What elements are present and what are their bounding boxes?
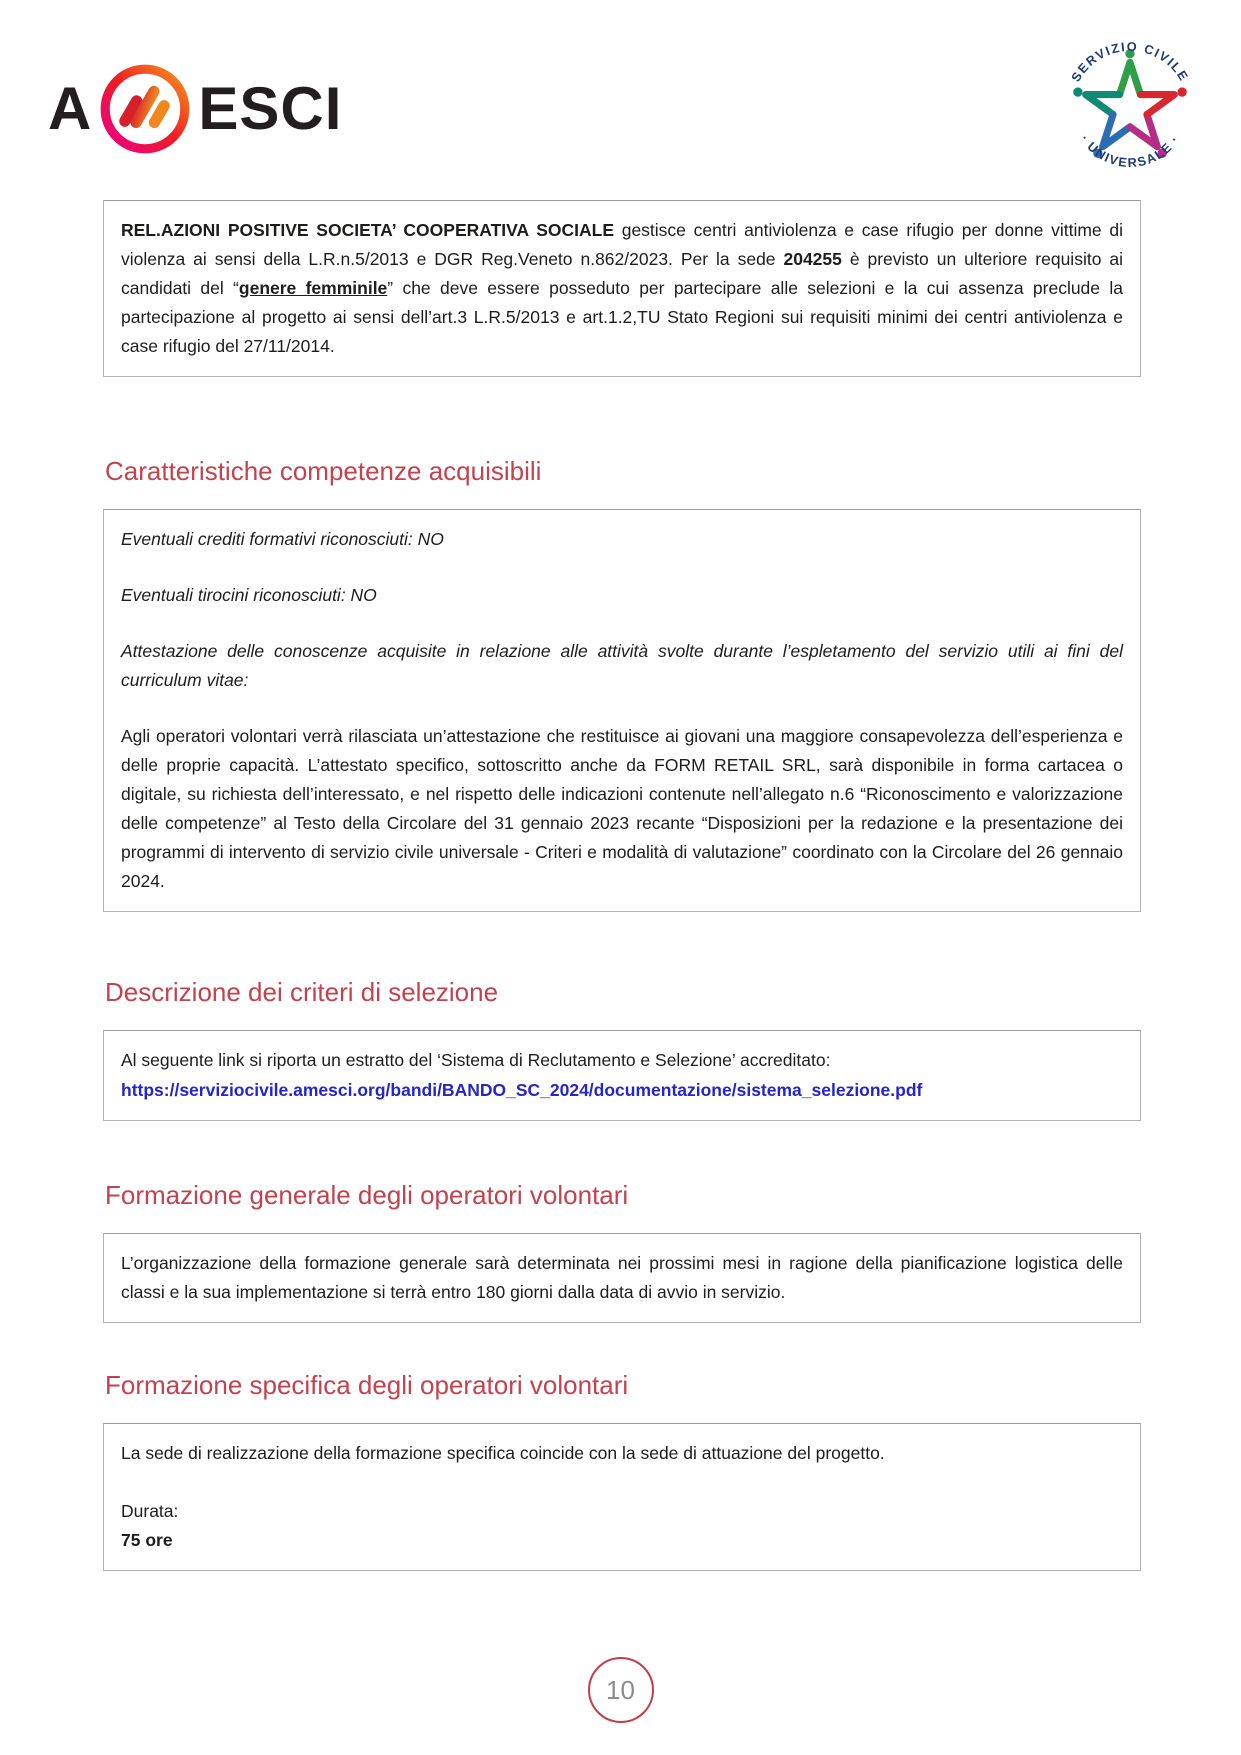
intro-text-1: gestisce centri antiviolenza e case rifugio per donne vittime di violenza ai sensi della L.R.n.5/2013 e DGR Reg.Veneto n.862/2023. Per la sede [121, 220, 1123, 269]
org-name: REL.AZIONI POSITIVE SOCIETA’ COOPERATIVA SOCIALE [121, 220, 615, 240]
section-title-selezione: Descrizione dei criteri di selezione [105, 977, 499, 1007]
amesci-letter-a: A [48, 75, 93, 142]
attestazione-text: Agli operatori volontari verrà rilasciata un’attestazione che restituisce ai giovani una maggiore consapevolezza dell’esperienza e delle proprie capacità. L’attestato specifico, sottoscritto anche da FORM RETAIL SRL, sarà disponibile in forma cartacea o digitale, su richiesta dell’interessato, e nel rispetto delle indicazioni contenute nell’allegato n.6 “Riconoscimento e valorizzazione delle competenze” al Testo della Circolare del 31 gennaio 2023 recante “Disposizioni per la redazione e la presentazione dei programmi di intervento di servizio civile universale - Criteri e modalità di valutazione” coordinato con la Circolare del 26 gennaio 2024. [121, 726, 1123, 891]
formazione-specifica-box [103, 1423, 1141, 1571]
tirocini-line: Eventuali tirocini riconosciuti: NO [121, 585, 377, 605]
scu-logo-text-bottom: · UNIVERSALE · [1077, 132, 1183, 171]
page-number: 10 [606, 1674, 635, 1705]
formazione-specifica-text: La sede di realizzazione della formazione specifica coincide con la sede di attuazione del progetto. [121, 1443, 885, 1463]
intro-text-2: è previsto un ulteriore requisito ai candidati del “ [121, 249, 1123, 298]
durata-value: 75 ore [121, 1530, 173, 1550]
attestazione-label: Attestazione delle conoscenze acquisite in relazione alle attività svolte durante l’espletamento del servizio utili ai fini del curriculum vitae: [121, 641, 1123, 690]
sede-code: 204255 [783, 249, 842, 269]
document-body [0, 200, 1241, 1571]
formazione-generale-text: L’organizzazione della formazione generale sarà determinata nei prossimi mesi in ragione della pianificazione logistica delle classi e la sua implementazione si terrà entro 180 giorni dalla data di avvio in servizio. [121, 1253, 1123, 1302]
blank-line [121, 1468, 1123, 1497]
scu-logo-text-top: SERVIZIO CIVILE [1068, 39, 1192, 85]
competenze-box [103, 509, 1141, 912]
section-title-competenze: Caratteristiche competenze acquisibili [105, 456, 542, 486]
page-number-badge [588, 1657, 654, 1723]
selezione-box [103, 1030, 1141, 1121]
sistema-selezione-link[interactable]: https://serviziocivile.amesci.org/bandi/BANDO_SC_2024/documentazione/sistema_selezione.pdf [121, 1080, 923, 1100]
selezione-intro: Al seguente link si riporta un estratto del ‘Sistema di Reclutamento e Selezione’ accreditato: [121, 1050, 831, 1070]
servizio-civile-universale-logo-icon [1059, 38, 1201, 180]
amesci-letters-esci: ESCI [198, 75, 343, 142]
intro-text-3: ” che deve essere posseduto per partecipare alle selezioni e la cui assenza preclude la partecipazione al progetto ai sensi dell’art.3 L.R.5/2013 e art.1.2,TU Stato Regioni sui requisiti minimi dei centri antiviolenza e case rifugio del 27/11/2014. [121, 278, 1123, 356]
crediti-line: Eventuali crediti formativi riconosciuti: NO [121, 529, 444, 549]
amesci-ring-slashes-icon [96, 60, 194, 158]
durata-label: Durata: [121, 1501, 179, 1521]
section-title-formazione-generale: Formazione generale degli operatori volontari [105, 1180, 629, 1210]
page-header [0, 0, 1241, 178]
requisito-genere-femminile: genere femminile [238, 278, 388, 298]
intro-box [103, 200, 1141, 377]
amesci-logo [48, 60, 342, 158]
svg-text:· UNIVERSALE · [1078, 132, 1183, 170]
formazione-generale-box [103, 1233, 1141, 1323]
section-title-formazione-specifica: Formazione specifica degli operatori volontari [105, 1370, 629, 1400]
intro-paragraph [121, 216, 1123, 361]
